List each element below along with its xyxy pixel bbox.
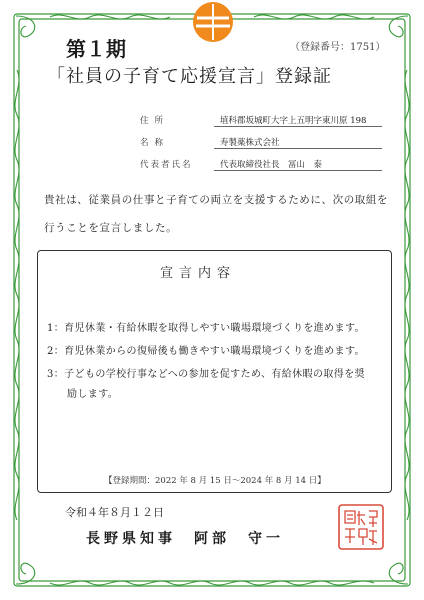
- declaration-item-1: 1：育児休業・有給休暇を取得しやすい職場環境づくりを進めます。: [47, 323, 365, 334]
- address-label: 住所: [140, 116, 170, 126]
- declaration-title: 宣言内容: [160, 266, 237, 281]
- sunrise-logo-icon: [191, 0, 235, 44]
- certificate-title: 「社員の子育て応援宣言」登録証: [47, 66, 332, 87]
- name-underline: [214, 148, 382, 149]
- governor-name: 長野県知事 阿部 守一: [86, 531, 284, 547]
- representative-value: 代表取締役社長 冨山 泰: [220, 160, 323, 170]
- declaration-item-2: 2：育児休業からの復帰後も働きやすい職場環境づくりを進めます。: [47, 346, 365, 357]
- official-seal-icon: [337, 503, 385, 551]
- registration-number: （登録番号：1751）: [290, 42, 386, 53]
- representative-label: 代表者氏名: [140, 160, 193, 170]
- registration-period: 【登録期間：2022 年 8 月 15 日～2024 年 8 月 14 日】: [104, 476, 326, 486]
- name-label: 名称: [140, 138, 170, 148]
- period-title: 第１期: [66, 37, 126, 61]
- representative-underline: [214, 170, 382, 171]
- declaration-item-3: 3：子どもの学校行事などへの参加を促すため、有給休暇の取得を奨: [47, 369, 365, 380]
- address-value: 埴科郡坂城町大字上五明字東川原 198: [220, 116, 367, 126]
- intro-line-2: 行うことを宣言しました。: [44, 222, 178, 234]
- name-value: 寿製薬株式会社: [220, 138, 280, 148]
- declaration-item-3-cont: 励します。: [67, 389, 119, 400]
- address-underline: [214, 126, 382, 127]
- intro-line-1: 貴社は、従業員の仕事と子育ての両立を支援するために、次の取組を: [44, 194, 389, 206]
- issue-date: 令和４年８月１２日: [65, 506, 164, 519]
